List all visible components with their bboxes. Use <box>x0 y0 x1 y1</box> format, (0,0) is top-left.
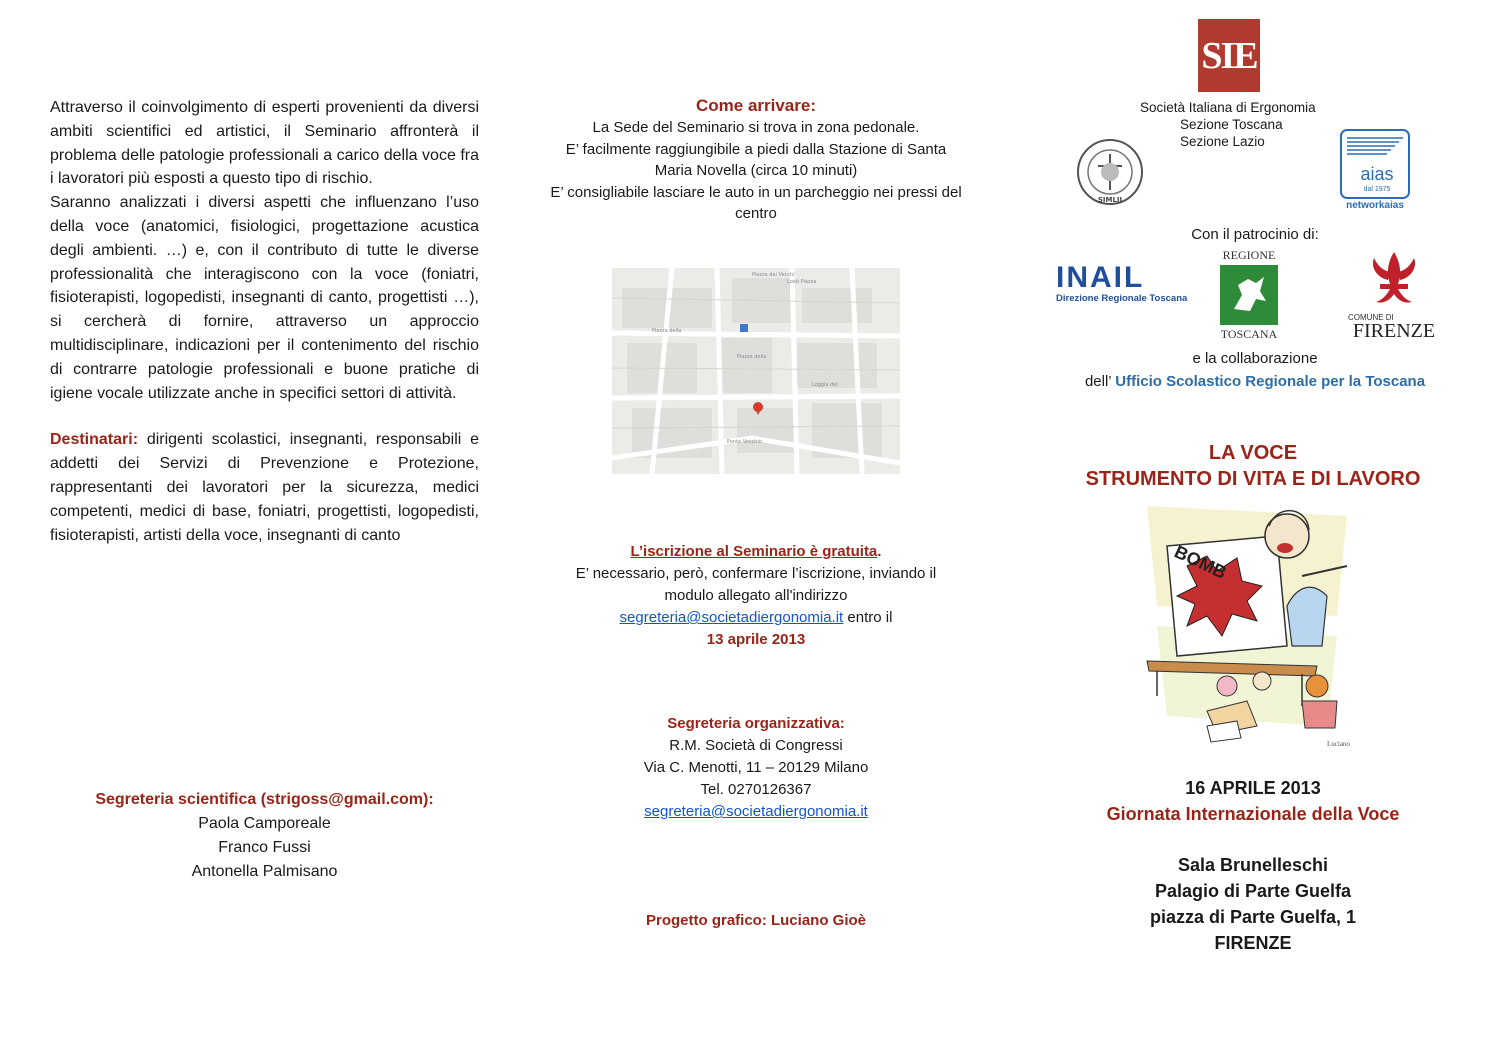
svg-text:Piazza della: Piazza della <box>652 328 682 334</box>
destinatari-text: dirigenti scolastici, insegnanti, responsabili e addetti dei Servizi di Prevenzione e Protezione, rappresentanti dei lavoratori per la sicurezza, medici competenti, medici di base, foniatri, progettisti, logopedisti, fisioterapisti, artisti della voce, insegnanti di canto <box>50 431 479 544</box>
inail-subtitle: Direzione Regionale Toscana <box>1056 293 1188 304</box>
collab-office: Ufficio Scolastico Regionale per la Toscana <box>1115 373 1426 390</box>
title-line: LA VOCE <box>1208 442 1298 464</box>
firenze-text: FIRENZE <box>1352 320 1436 342</box>
registration-title: L’iscrizione al Seminario è gratuita <box>630 543 878 560</box>
svg-text:BOMB: BOMB <box>1171 541 1230 583</box>
registration-deadline: 13 aprile 2013 <box>706 631 806 648</box>
seminar-title <box>1040 440 1466 492</box>
collab-prefix: dell’ <box>1084 373 1112 390</box>
venue-line: Palagio di Parte Guelfa <box>1154 881 1352 901</box>
aias-text: aias <box>1360 164 1394 184</box>
collaboration-note <box>1060 347 1450 393</box>
sie-logo <box>1198 19 1260 92</box>
cartoon-drawing <box>1137 496 1361 750</box>
venue-line: piazza di Parte Guelfa, 1 <box>1149 907 1357 927</box>
org-address: Via C. Menotti, 11 – 20129 Milano <box>643 759 869 776</box>
simlii-logo <box>1076 138 1144 206</box>
directions-line: La Sede del Seminario si trova in zona pedonale. <box>592 119 920 136</box>
inail-word: INAIL <box>1056 261 1145 294</box>
member-name: Paola Camporeale <box>198 815 331 832</box>
location-map[interactable] <box>612 268 900 474</box>
member-name: Antonella Palmisano <box>191 863 338 880</box>
patronage-label: Con il patrocinio di: <box>1191 226 1319 243</box>
left-column <box>50 96 479 547</box>
intro-paragraph: Attraverso il coinvolgimento di esperti provenienti da diversi ambiti scientifici ed artistici, il Seminario affronterà il problema delle patologie professionali a carico della voce fra i lavoratori più esposti a questo tipo di rischio. <box>50 99 479 188</box>
registration-email-link[interactable]: segreteria@societadiergonomia.it <box>619 609 844 626</box>
regione-bottom-text: TOSCANA <box>1220 327 1278 341</box>
comune-firenze-logo <box>1344 250 1444 340</box>
svg-text:Loeb Piazza: Loeb Piazza <box>787 279 817 285</box>
aias-emblem-icon <box>1339 128 1411 212</box>
directions-line: E’ facilmente raggiungibile a piedi dalla Stazione di Santa Maria Novella (circa 10 minuti) <box>565 140 947 179</box>
directions-title: Come arrivare: <box>695 96 816 115</box>
sie-name: Società Italiana di Ergonomia <box>1140 100 1316 115</box>
venue-line: Sala Brunelleschi <box>1177 855 1329 875</box>
event-date: 16 APRILE 2013 <box>1185 778 1321 798</box>
aias-year: dal 1975 <box>1363 186 1391 193</box>
aias-logo <box>1339 128 1411 212</box>
regione-toscana-logo <box>1214 248 1284 340</box>
org-name: R.M. Società di Congressi <box>669 737 843 754</box>
directions-line: E’ consigliabile lasciare le auto in un parcheggio nei pressi del centro <box>550 183 962 222</box>
event-date-block <box>1040 775 1466 827</box>
fleur-de-lis-icon <box>1364 250 1424 308</box>
registration-email-line <box>540 607 972 629</box>
venue-block <box>1040 852 1466 956</box>
regione-top-text: REGIONE <box>1222 248 1276 262</box>
org-phone: Tel. 0270126367 <box>700 781 812 798</box>
svg-text:Luciano: Luciano <box>1327 740 1350 748</box>
sie-logo-text: SIE <box>1201 34 1257 77</box>
registration-suffix: entro il <box>847 609 893 626</box>
segreteria-scientifica <box>50 788 479 884</box>
registration-title-line: L’iscrizione al Seminario è gratuita. <box>630 543 882 560</box>
simlii-text: SIMLII <box>1097 196 1123 204</box>
registration-section <box>540 541 972 651</box>
segreteria-organizzativa <box>540 713 972 823</box>
sie-section: Sezione Lazio <box>1180 134 1265 149</box>
street-map-image <box>612 268 900 474</box>
registration-text: E’ necessario, però, confermare l’iscrizione, inviando il modulo allegato all'indirizzo <box>575 565 937 604</box>
venue-line: FIRENZE <box>1214 933 1292 953</box>
simlii-seal-icon <box>1076 138 1144 206</box>
sie-description <box>1120 99 1350 150</box>
svg-text:Loggia del: Loggia del <box>812 382 838 388</box>
event-name: Giornata Internazionale della Voce <box>1106 804 1400 824</box>
destinatari-paragraph <box>50 428 479 547</box>
pegasus-shield-icon <box>1220 265 1278 325</box>
comune-di-text: COMUNE DI <box>1348 313 1394 322</box>
sie-section: Sezione Toscana <box>1180 117 1283 132</box>
cartoon-illustration <box>1137 496 1361 750</box>
segreteria-organizzativa-title: Segreteria organizzativa: <box>667 715 845 732</box>
collab-line: e la collaborazione <box>1192 350 1318 367</box>
destinatari-label: Destinatari: <box>50 431 139 449</box>
title-line: STRUMENTO DI VITA E DI LAVORO <box>1085 468 1421 490</box>
svg-text:Piazza della: Piazza della <box>737 354 767 360</box>
svg-text:Piazza dei Vecchi: Piazza dei Vecchi <box>752 272 795 278</box>
aias-network: networkaias <box>1346 200 1404 211</box>
analysis-paragraph: Saranno analizzati i diversi aspetti che influenzano l’uso della voce (anatomici, fisiologici, progettazione acustica degli ambienti. …) e, con il contributo di tutte le diverse professionalità che interagiscono con la voce (foniatri, fisioterapisti, logopedisti, insegnanti di canto, progettisti …), si cercherà di fornire, attraverso un approccio multidisciplinare, indicazioni per il contenimento del rischio di contrarre patologie professionali e buone pratiche di igiene vocale utilizzate anche in specifici settori di attività. <box>50 194 479 402</box>
org-email-link[interactable]: segreteria@societadiergonomia.it <box>644 803 868 820</box>
inail-logo <box>1056 263 1190 307</box>
svg-text:Ponte Vecchio: Ponte Vecchio <box>727 439 762 445</box>
member-name: Franco Fussi <box>218 839 311 856</box>
segreteria-scientifica-title: Segreteria scientifica (strigoss@gmail.com): <box>95 791 434 808</box>
collab-office-line <box>1060 370 1450 393</box>
directions-section <box>540 95 972 225</box>
graphic-credit: Progetto grafico: Luciano Gioè <box>645 912 866 929</box>
